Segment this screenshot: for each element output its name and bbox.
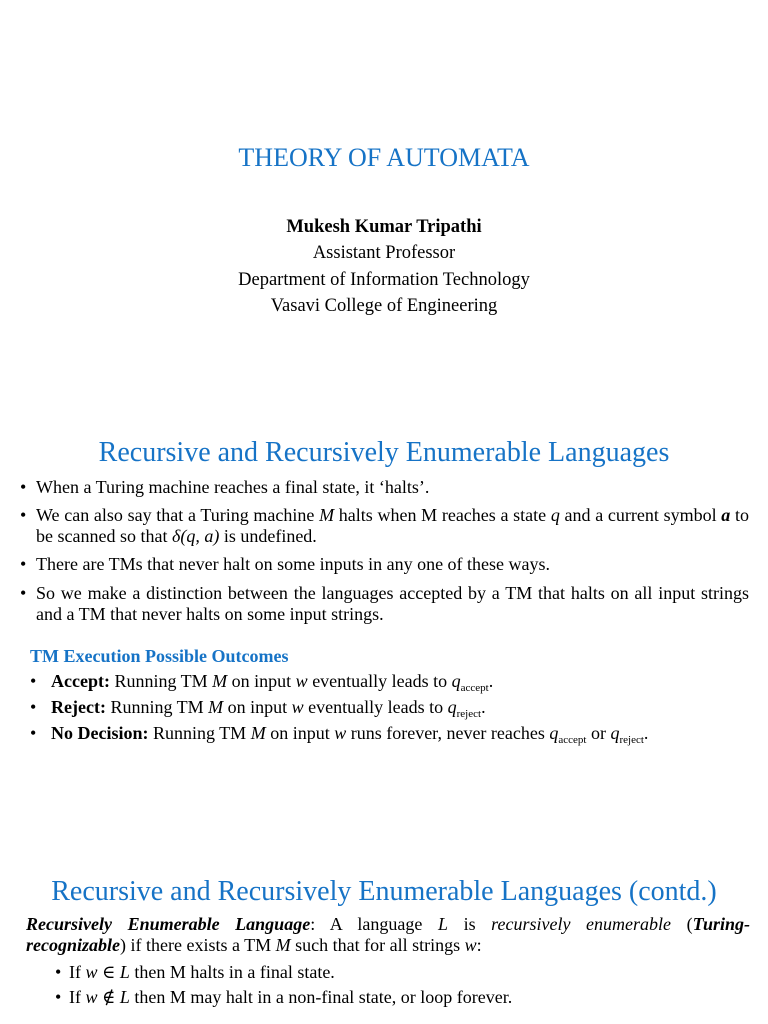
bullet-text: When a Turing machine reaches a final state, it ‘halts’.: [36, 477, 430, 497]
bullet-icon: •: [30, 671, 37, 691]
bullet-text: We can also say that a Turing machine M halts when M reaches a state q and a current symbol a to be scanned so that δ(q, a) is undefined.: [36, 505, 749, 546]
bullet-icon: •: [20, 554, 27, 574]
section-heading-recursive: Recursive and Recursively Enumerable Languages: [98, 437, 670, 468]
condition-text: If w ∈ L then M halts in a final state.: [69, 962, 335, 982]
author-department: Department of Information Technology: [238, 269, 530, 290]
slide-title: THEORY OF AUTOMATA: [238, 143, 530, 172]
bullet-icon: •: [20, 505, 27, 525]
bullet-text: So we make a distinction between the languages accepted by a TM that halts on all input strings and a TM that never halts on some input strings.: [36, 583, 749, 624]
outcome-text: Accept: Running TM M on input w eventually leads to $q_{accept}$.: [51, 671, 494, 694]
author-block: [0, 214, 768, 319]
bullet-icon: •: [20, 583, 27, 603]
section-heading-contd: Recursive and Recursively Enumerable Languages (contd.): [51, 876, 717, 907]
author-position: Assistant Professor: [312, 243, 456, 264]
bullet-icon: •: [55, 987, 62, 1007]
outcomes-heading: TM Execution Possible Outcomes: [30, 646, 289, 666]
outcome-text: No Decision: Running TM M on input w runs forever, never reaches $q_{accept}$ or $q_{reject}$.: [51, 723, 649, 746]
author-name: Mukesh Kumar Tripathi: [286, 217, 482, 237]
bullet-text: There are TMs that never halt on some inputs in any one of these ways.: [36, 554, 551, 574]
condition-text: If w ∉ L then M may halt in a non-final state, or loop forever.: [69, 987, 513, 1007]
author-college: Vasavi College of Engineering: [270, 295, 498, 316]
bullet-icon: •: [30, 697, 37, 717]
bullet-icon: •: [30, 723, 37, 743]
bullet-icon: •: [20, 477, 27, 497]
bullet-icon: •: [55, 962, 62, 982]
outcome-text: Reject: Running TM M on input w eventually leads to $q_{reject}$.: [51, 697, 486, 720]
re-definition: Recursively Enumerable Language: A language L is recursively enumerable (Turing-recognizable) if there exists a TM M such that for all strings w:: [26, 914, 750, 955]
